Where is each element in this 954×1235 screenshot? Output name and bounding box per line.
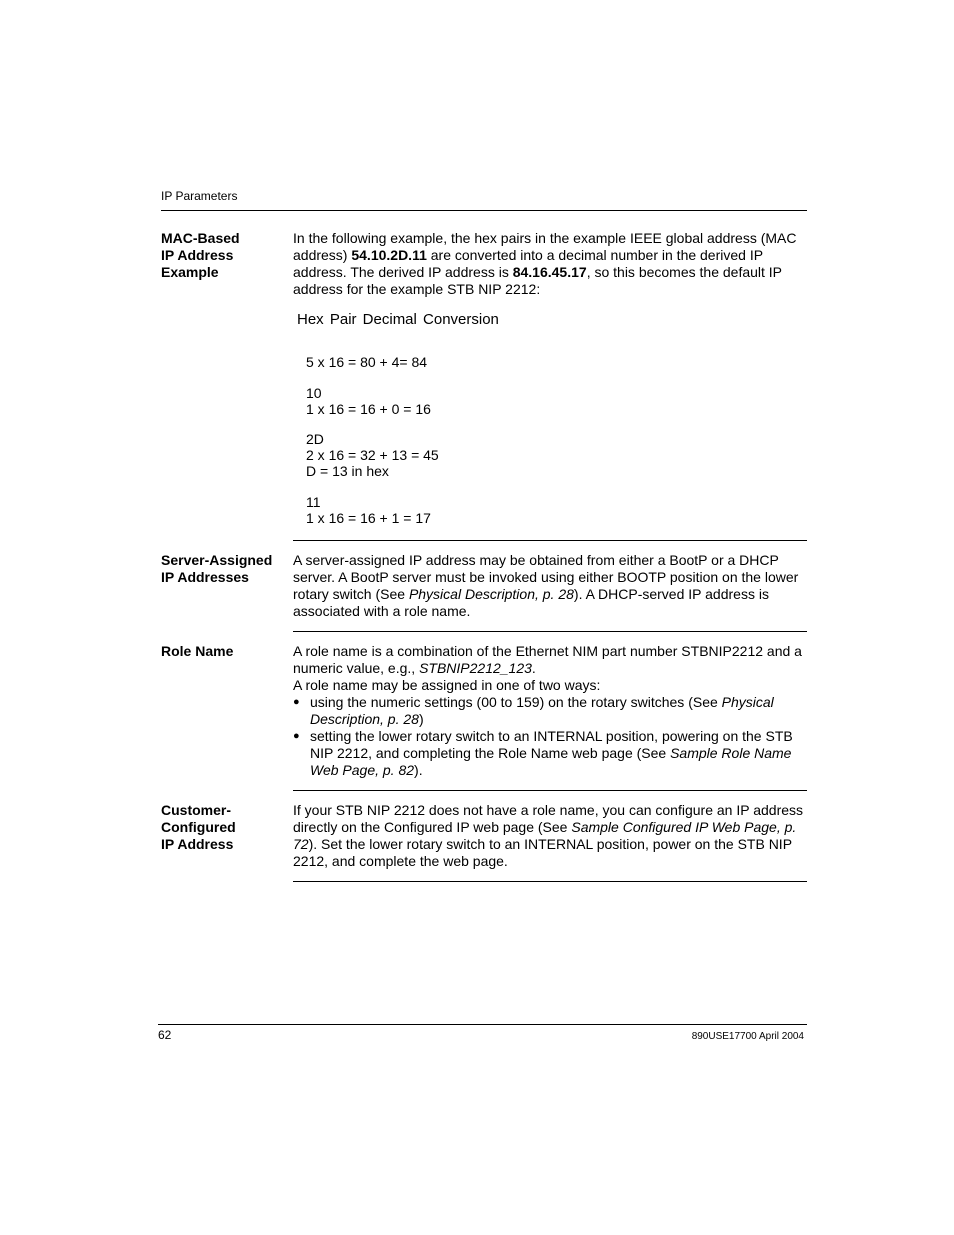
cross-reference-link[interactable]: Physical Description, p. 28 <box>310 694 774 727</box>
header-rule <box>161 210 807 211</box>
footer-rule <box>158 1024 807 1025</box>
custom-section-paragraph: If your STB NIP 2212 does not have a role name, you can configure an IP address directly on the Configured IP web page (See Sample Configured IP Web Page, p. 72). Set the lower rotary switch to an INTERNAL position, power on the STB NIP 2212, and complete the web page. <box>293 802 804 869</box>
mac-address-value: 54.10.2D.11 <box>351 247 427 263</box>
section-divider <box>293 631 807 632</box>
role-section-label: Role Name <box>161 643 234 659</box>
role-options-list <box>293 694 808 779</box>
ip-address-value: 84.16.45.17 <box>512 264 587 280</box>
cross-reference-link[interactable]: Physical Description, p. 28 <box>408 586 574 602</box>
server-section-paragraph: A server-assigned IP address may be obtained from either a BootP or a DHCP server. A BootP server must be invoked using either BOOTP position on the lower rotary switch (See Physical Description, p. 28). A DHCP-served IP address is associated with a role name. <box>293 552 799 619</box>
list-item: ● using the numeric settings (00 to 159) on the rotary switches (See Physical Description, p. 28) <box>293 694 774 727</box>
conversion-group-1: 5 x 16 = 80 + 4= 84 <box>306 354 428 370</box>
bullet-icon: ● <box>293 730 300 742</box>
role-section-body: A role name is a combination of the Ethernet NIM part number STBNIP2212 and a numeric value, e.g., STBNIP2212_123. A role name may be assigned in one of two ways: ● using the numeric settings (00 to 159) on the rotary switches (See Physical Description, p. 28) ● setting the lower rotary switch to an INTERNAL position, powering on the STB NIP 2212, and completing the Role Name web page (See Sample Role Name Web Page, p. 82). <box>293 643 808 779</box>
section-divider <box>293 790 807 791</box>
conversion-group-4: 11 1 x 16 = 16 + 1 = 17 <box>306 494 431 526</box>
custom-section-label: Customer- Configured IP Address <box>161 802 236 852</box>
section-divider <box>293 540 807 541</box>
role-name-example: STBNIP2212_123 <box>419 660 532 676</box>
mac-intro-paragraph: In the following example, the hex pairs in the example IEEE global address (MAC address) 54.10.2D.11 are converted into a decimal number in the derived IP address. The derived IP address is 84.16.45.17, so this becomes the default IP address for the example STB NIP 2212: <box>293 230 797 297</box>
cross-reference-link[interactable]: Sample Configured IP Web Page, p. 72 <box>293 819 797 852</box>
conversion-group-2: 10 1 x 16 = 16 + 0 = 16 <box>306 385 431 417</box>
page-number: 62 <box>158 1028 172 1042</box>
conversion-group-3: 2D 2 x 16 = 32 + 13 = 45 D = 13 in hex <box>306 431 439 479</box>
cross-reference-link[interactable]: Sample Role Name Web Page, p. 82 <box>310 745 792 778</box>
mac-section-label: MAC-Based IP Address Example <box>161 230 240 280</box>
section-divider <box>293 881 807 882</box>
server-section-label: Server-Assigned IP Addresses <box>161 552 273 585</box>
list-item: ● setting the lower rotary switch to an INTERNAL position, powering on the STB NIP 2212, and completing the Role Name web page (See Sample Role Name Web Page, p. 82). <box>293 728 793 778</box>
conversion-table-title: Hex Pair Decimal Conversion <box>297 311 499 328</box>
document-id: 890USE17700 April 2004 <box>691 1031 804 1042</box>
running-header: IP Parameters <box>161 189 238 203</box>
bullet-icon: ● <box>293 696 300 708</box>
